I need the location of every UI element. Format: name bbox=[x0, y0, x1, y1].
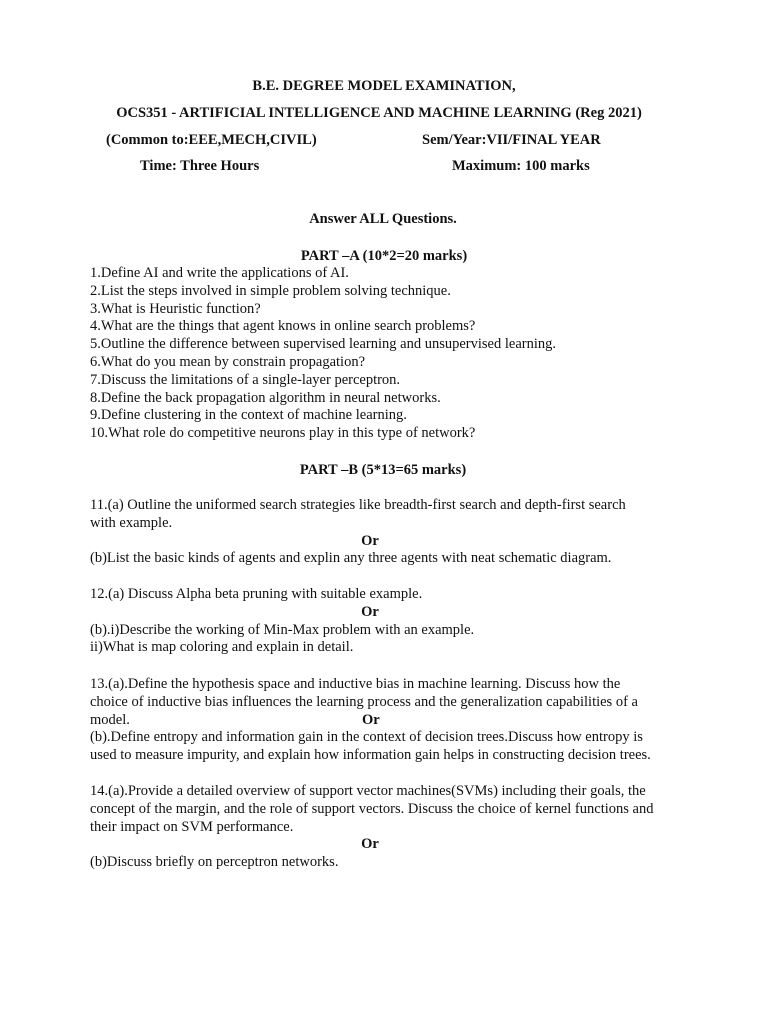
question-14a-text: 14.(a).Provide a detailed overview of support vector machines(SVMs) including their goals, the bbox=[90, 783, 646, 799]
part-a-question: 2.List the steps involved in simple problem solving technique. bbox=[90, 282, 451, 299]
part-b-heading: PART –B (5*13=65 marks) bbox=[299, 462, 467, 478]
question-13a-text: model. bbox=[90, 711, 130, 728]
question-13b-text: (b).Define entropy and information gain in the context of decision trees.Discuss how entropy is bbox=[90, 729, 643, 746]
question-13a-text-last bbox=[90, 712, 690, 730]
or-separator: Or bbox=[362, 711, 380, 728]
part-a-question: 6.What do you mean by constrain propagation? bbox=[90, 353, 366, 370]
question-13a-text: choice of inductive bias influences the learning process and the generalization capabilities of a bbox=[90, 693, 638, 710]
part-a-questions bbox=[90, 265, 690, 443]
question-12b-text: ii)What is map coloring and explain in detail. bbox=[90, 639, 354, 656]
or-separator: Or bbox=[361, 532, 379, 549]
part-a-question: 3.What is Heuristic function? bbox=[90, 300, 261, 317]
question-11b-text: (b)List the basic kinds of agents and explin any three agents with neat schematic diagram. bbox=[90, 550, 612, 567]
part-a-question: 1.Define AI and write the applications of AI. bbox=[90, 265, 349, 281]
question-11a-text: with example. bbox=[90, 514, 173, 531]
exam-time: Time: Three Hours bbox=[140, 158, 260, 174]
part-a-question: 5.Outline the difference between supervised learning and unsupervised learning. bbox=[90, 336, 556, 353]
common-to: (Common to:EEE,MECH,CIVIL) bbox=[106, 132, 317, 148]
maximum-marks: Maximum: 100 marks bbox=[452, 158, 590, 174]
part-a-question: 7.Discuss the limitations of a single-layer perceptron. bbox=[90, 371, 401, 388]
or-separator: Or bbox=[361, 836, 379, 853]
part-a-question: 8.Define the back propagation algorithm in neural networks. bbox=[90, 389, 441, 406]
question-14a-text: concept of the margin, and the role of support vectors. Discuss the choice of kernel functions and bbox=[90, 800, 654, 817]
part-a-heading: PART –A (10*2=20 marks) bbox=[300, 248, 468, 264]
question-11a-text: 11.(a) Outline the uniformed search strategies like breadth-first search and depth-first search bbox=[90, 497, 626, 513]
or-separator: Or bbox=[361, 603, 379, 620]
question-13 bbox=[90, 676, 690, 765]
part-a-question: 10.What role do competitive neurons play in this type of network? bbox=[90, 425, 476, 442]
sem-year: Sem/Year:VII/FINAL YEAR bbox=[422, 132, 601, 148]
question-13a-text: 13.(a).Define the hypothesis space and inductive bias in machine learning. Discuss how the bbox=[90, 676, 621, 692]
question-14b-text: (b)Discuss briefly on perceptron networks. bbox=[90, 854, 339, 871]
question-12a-text: 12.(a) Discuss Alpha beta pruning with suitable example. bbox=[90, 586, 423, 602]
question-14 bbox=[90, 783, 690, 872]
question-11 bbox=[90, 497, 690, 568]
part-a-question: 4.What are the things that agent knows in online search problems? bbox=[90, 318, 476, 335]
subject-title: OCS351 - ARTIFICIAL INTELLIGENCE AND MACHINE LEARNING (Reg 2021) bbox=[116, 105, 642, 121]
question-12 bbox=[90, 586, 690, 657]
question-14a-text: their impact on SVM performance. bbox=[90, 818, 294, 835]
question-12b-text: (b).i)Describe the working of Min-Max problem with an example. bbox=[90, 621, 475, 638]
instruction: Answer ALL Questions. bbox=[309, 211, 457, 227]
part-a-question: 9.Define clustering in the context of machine learning. bbox=[90, 407, 407, 424]
question-13b-text: used to measure impurity, and explain how information gain helps in constructing decision trees. bbox=[90, 747, 651, 764]
exam-title: B.E. DEGREE MODEL EXAMINATION, bbox=[252, 78, 516, 94]
